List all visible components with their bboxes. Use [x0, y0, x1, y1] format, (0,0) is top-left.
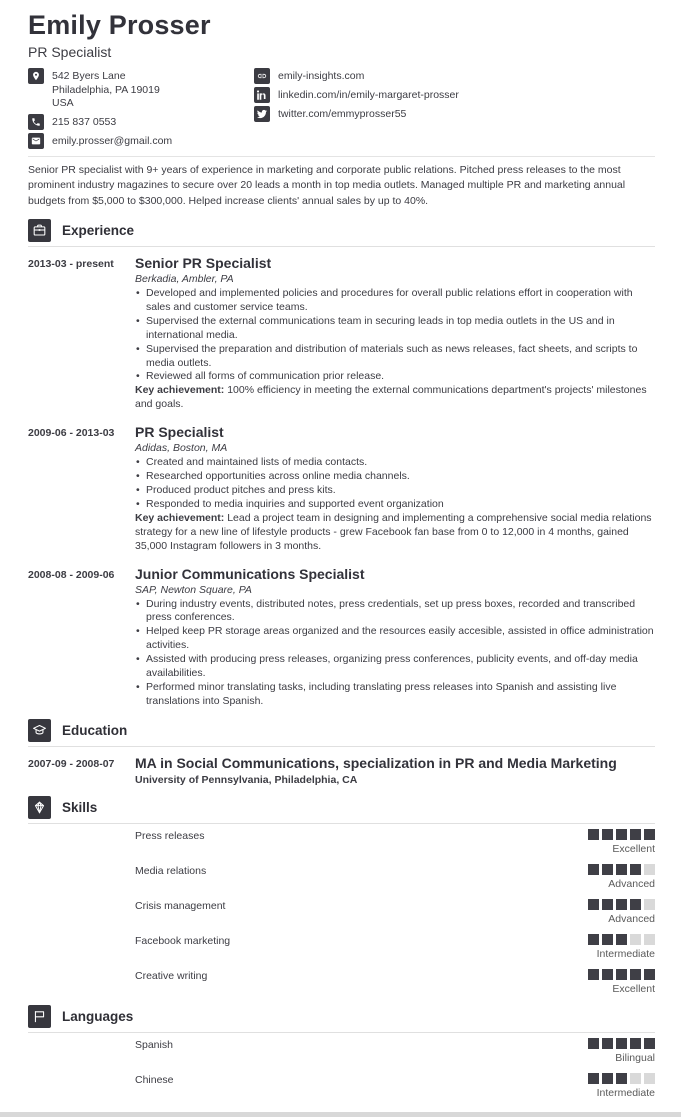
school-name: University of Pennsylvania, Philadelphia, CA: [135, 773, 358, 786]
website-text[interactable]: emily-insights.com: [278, 70, 365, 82]
bullet-item: • Produced product pitches and press kits.: [135, 484, 655, 498]
entry-body: [135, 255, 655, 412]
address-text: [52, 68, 160, 111]
rating-square: [588, 969, 599, 980]
address-line: 542 Byers Lane: [52, 70, 126, 82]
contact-phone: [28, 114, 254, 130]
graduation-cap-icon: [28, 719, 51, 742]
bullet-item: • During industry events, distributed notes, press credentials, set up press boxes, recorded and transcribed press conferences.: [135, 598, 655, 626]
language-row: [135, 1068, 655, 1103]
skill-row: [135, 964, 655, 999]
phone-text: 215 837 0553: [52, 115, 117, 128]
bullet-item: • Responded to media inquiries and supported event organization: [135, 498, 655, 512]
skill-name: Press releases: [135, 829, 205, 842]
rating-square: [588, 1038, 599, 1049]
key-achievement-label: Key achievement:: [135, 511, 225, 524]
rating-square: [602, 899, 613, 910]
rating-square: [630, 1073, 641, 1084]
entry-job-title: PR Specialist: [135, 424, 224, 441]
entry-bullets: [135, 456, 655, 512]
entry-bullets: [135, 598, 655, 709]
language-rating: [588, 1038, 655, 1049]
address-line: Philadelphia, PA 19019: [52, 83, 160, 96]
language-rating-block: [588, 1073, 655, 1099]
contact-block: [28, 68, 655, 152]
entry-bullets: [135, 287, 655, 384]
person-name: Emily Prosser: [28, 10, 211, 40]
entry-body: [135, 424, 655, 553]
language-rating-block: [588, 1038, 655, 1064]
key-achievement: [135, 384, 655, 412]
rating-square: [644, 1073, 655, 1084]
rating-square: [616, 934, 627, 945]
professional-summary: Senior PR specialist with 9+ years of experience in marketing and corporate public relations. Pitched press releases to the most prominent industry magazines to secure over 20 leads a month in top media outlets. Managed multiple PR and marketing annual budgets from $5,000 to $300,000. Helped increase clients' annual sales by up to 40%.: [28, 163, 626, 207]
entry-company: Adidas, Boston, MA: [135, 442, 228, 455]
bullet-item: • Assisted with producing press releases, organizing press conferences, publicity events, and off-day media availabilities.: [135, 653, 655, 681]
skill-rating-block: [588, 829, 655, 855]
rating-square: [602, 1073, 613, 1084]
skill-rating-block: [588, 934, 655, 960]
section-header-languages: [28, 1001, 655, 1033]
bullet-item: • Developed and implemented policies and procedures for overall public relations effort in cooperation with sales and customer service teams.: [135, 287, 655, 315]
experience-entry: [28, 247, 655, 416]
page-bottom-edge: [0, 1112, 681, 1117]
section-header-experience: [28, 215, 655, 247]
rating-square: [588, 1073, 599, 1084]
entry-company: Berkadia, Ambler, PA: [135, 273, 234, 285]
languages-list: [135, 1033, 655, 1103]
degree-title: MA in Social Communications, specialization in PR and Media Marketing: [135, 754, 617, 771]
bullet-item: • Supervised the preparation and distribution of materials such as news releases, fact sheets, and scripts to media outlets.: [135, 343, 655, 371]
skill-rating: [588, 934, 655, 945]
rating-square: [588, 934, 599, 945]
bullet-item: • Reviewed all forms of communication prior release.: [135, 370, 655, 384]
twitter-icon: [254, 106, 270, 122]
skill-level-label: Advanced: [608, 877, 655, 890]
contact-email[interactable]: [28, 133, 254, 149]
skill-rating: [588, 899, 655, 910]
entry-dates: 2007-09 - 2008-07: [28, 757, 115, 770]
rating-square: [616, 899, 627, 910]
language-level-label: Intermediate: [596, 1086, 655, 1099]
rating-square: [630, 829, 641, 840]
key-achievement-label: Key achievement:: [135, 384, 225, 397]
rating-square: [616, 829, 627, 840]
rating-square: [644, 864, 655, 875]
contact-column-left: [28, 68, 254, 152]
skill-level-label: Excellent: [612, 842, 655, 855]
rating-square: [588, 829, 599, 840]
entry-body: [135, 755, 655, 786]
skill-name: Media relations: [135, 864, 207, 877]
entry-company: SAP, Newton Square, PA: [135, 583, 252, 596]
entry-dates: 2008-08 - 2009-06: [28, 568, 115, 581]
bullet-item: • Supervised the external communications team in securing leads in top media outlets in the US and in international media.: [135, 315, 655, 343]
bullet-item: • Helped keep PR storage areas organized and the resources easily accesible, assisted in office administration activities.: [135, 625, 655, 653]
bullet-item: • Researched opportunities across online media channels.: [135, 470, 655, 484]
skill-name: Crisis management: [135, 899, 226, 912]
language-row: [135, 1033, 655, 1068]
education-entry: [28, 747, 655, 790]
rating-square: [602, 1038, 613, 1049]
section-title: Languages: [62, 1008, 134, 1024]
rating-square: [630, 1038, 641, 1049]
linkedin-text[interactable]: linkedin.com/in/emily-margaret-prosser: [278, 89, 459, 101]
skill-level-label: Advanced: [608, 912, 655, 925]
key-achievement: [135, 512, 655, 554]
contact-address: [28, 68, 254, 111]
rating-square: [588, 899, 599, 910]
entry-job-title: Senior PR Specialist: [135, 255, 272, 271]
skill-row: [135, 859, 655, 894]
section-title: Skills: [62, 799, 98, 815]
key-achievement-text: Lead a project team in designing and implementing a comprehensive social media relations strategy for a new line of lifestyle products - grew Facebook fan base from 0 to 12,000 in 4 months, gained 35,000 Instagram followers in 3 months.: [135, 511, 652, 552]
rating-square: [602, 829, 613, 840]
rating-square: [616, 1073, 627, 1084]
language-name: Chinese: [135, 1073, 174, 1086]
address-line: USA: [52, 97, 74, 109]
entry-job-title: Junior Communications Specialist: [135, 565, 365, 582]
section-title: Education: [62, 722, 128, 738]
skill-rating: [588, 864, 655, 875]
rating-square: [644, 899, 655, 910]
rating-square: [602, 934, 613, 945]
key-achievement-text: 100% efficiency in meeting the external communications department's projects' milestones and goals.: [135, 384, 647, 411]
rating-square: [644, 969, 655, 980]
rating-square: [630, 934, 641, 945]
experience-entry: [28, 416, 655, 557]
location-pin-icon: [28, 68, 44, 84]
link-icon: [254, 68, 270, 84]
briefcase-icon: [28, 219, 51, 242]
contact-column-right: [254, 68, 459, 152]
rating-square: [644, 829, 655, 840]
skill-rating-block: [588, 969, 655, 995]
rating-square: [644, 1038, 655, 1049]
email-icon: [28, 133, 44, 149]
language-level-label: Bilingual: [615, 1051, 655, 1064]
contact-website[interactable]: [254, 68, 459, 84]
skill-name: Facebook marketing: [135, 934, 231, 947]
rating-square: [588, 864, 599, 875]
flag-icon: [28, 1005, 51, 1028]
rating-square: [616, 969, 627, 980]
language-rating: [588, 1073, 655, 1084]
rating-square: [630, 969, 641, 980]
skill-row: [135, 929, 655, 964]
entry-body: [135, 566, 655, 709]
header: [28, 10, 655, 152]
entry-dates: 2009-06 - 2013-03: [28, 427, 115, 440]
person-job-title: PR Specialist: [28, 44, 112, 60]
skill-rating-block: [588, 864, 655, 890]
rating-square: [630, 899, 641, 910]
skill-name: Creative writing: [135, 969, 208, 982]
skill-row: [135, 824, 655, 859]
skill-rating-block: [588, 899, 655, 925]
linkedin-icon: [254, 87, 270, 103]
section-header-skills: [28, 792, 655, 824]
skill-level-label: Excellent: [612, 982, 655, 995]
skill-rating: [588, 829, 655, 840]
bullet-item: • Created and maintained lists of media contacts.: [135, 456, 655, 470]
skills-list: [135, 824, 655, 999]
email-text[interactable]: emily.prosser@gmail.com: [52, 134, 173, 147]
bullet-item: • Performed minor translating tasks, including translating press releases into Spanish and assisting live translations into Spanish.: [135, 681, 655, 709]
skill-level-label: Intermediate: [596, 947, 655, 960]
section-title: Experience: [62, 223, 135, 238]
rating-square: [602, 969, 613, 980]
rating-square: [630, 864, 641, 875]
rating-square: [644, 934, 655, 945]
contact-linkedin[interactable]: [254, 87, 459, 103]
experience-entry: [28, 558, 655, 713]
contact-twitter[interactable]: [254, 106, 459, 122]
rating-square: [616, 1038, 627, 1049]
skill-row: [135, 894, 655, 929]
skills-gem-icon: [28, 796, 51, 819]
language-name: Spanish: [135, 1038, 173, 1051]
section-header-education: [28, 715, 655, 747]
rating-square: [602, 864, 613, 875]
entry-dates: 2013-03 - present: [28, 258, 114, 270]
skill-rating: [588, 969, 655, 980]
rating-square: [616, 864, 627, 875]
twitter-text[interactable]: twitter.com/emmyprosser55: [278, 108, 407, 120]
phone-icon: [28, 114, 44, 130]
